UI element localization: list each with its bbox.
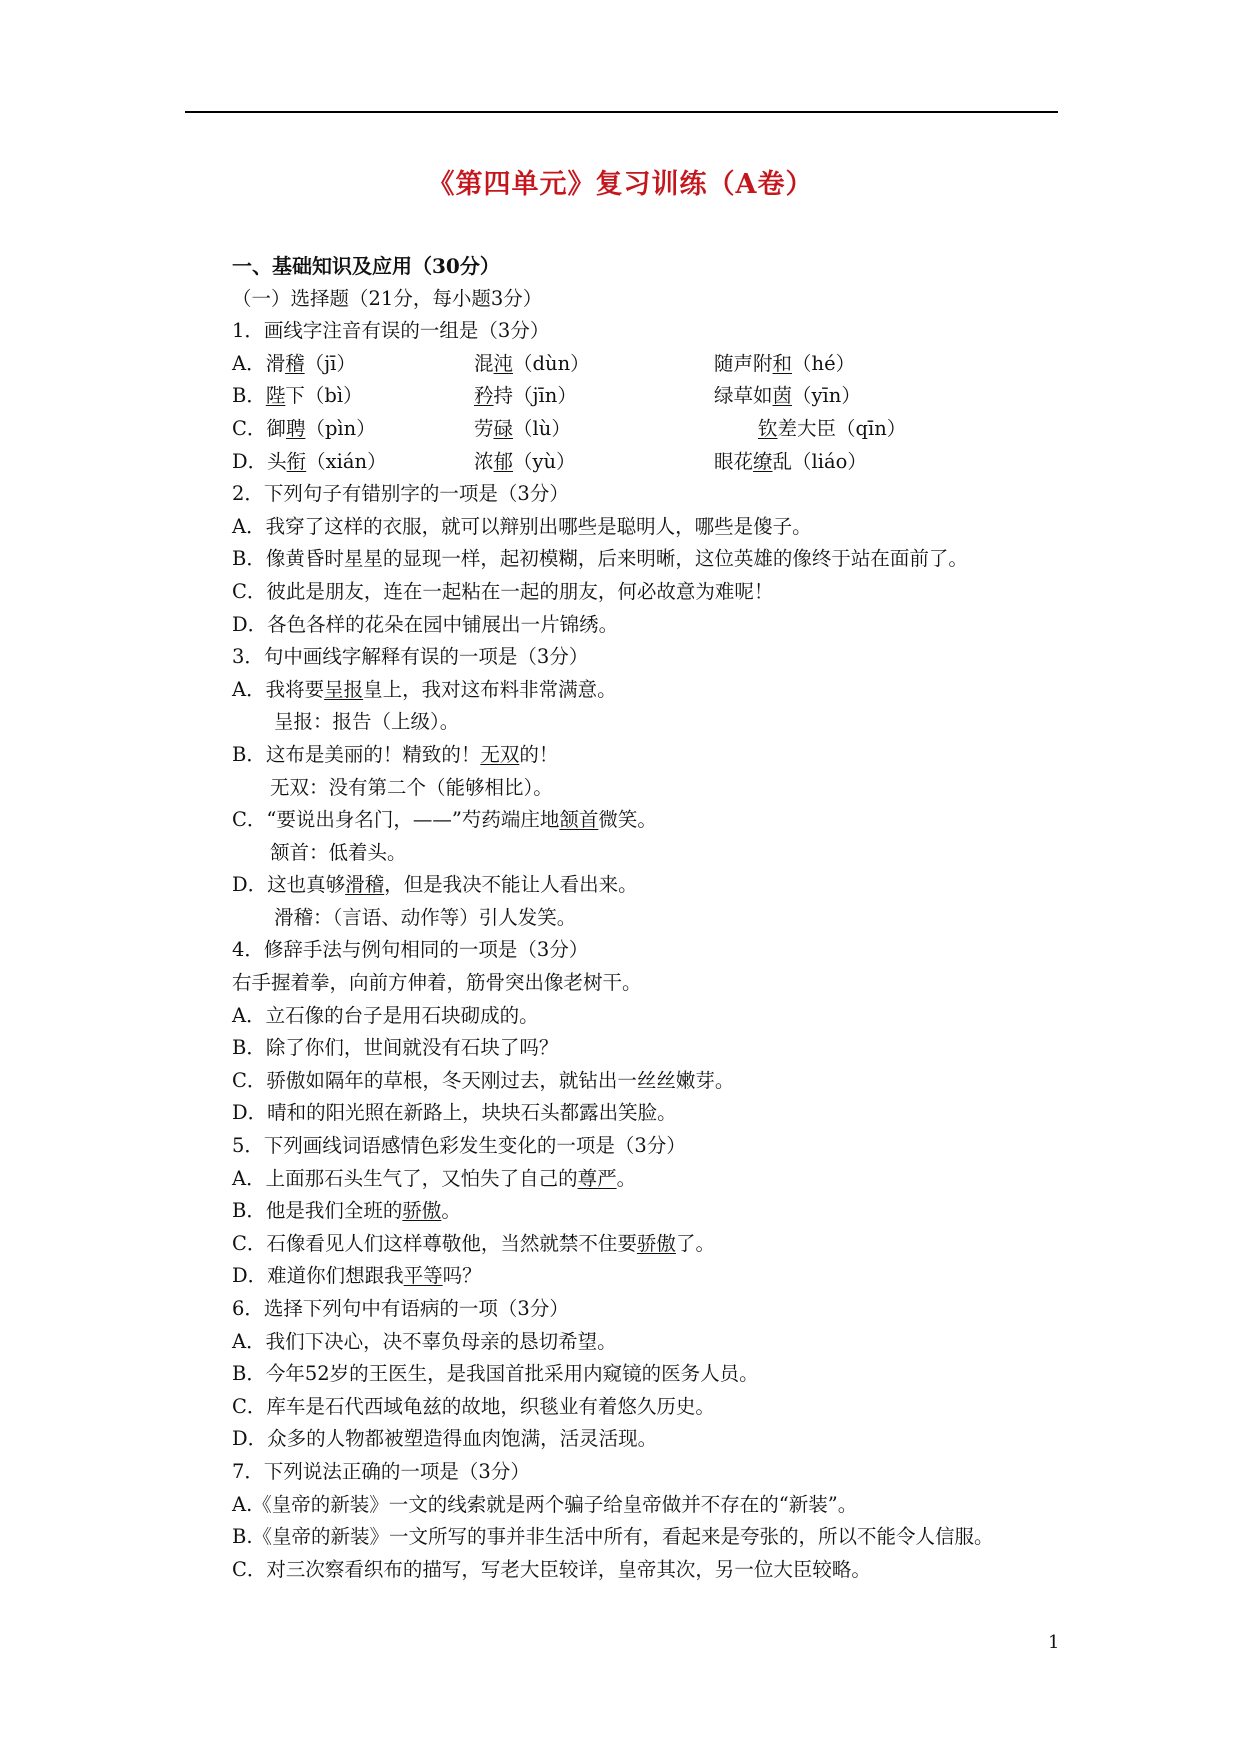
underlined-char: 郁: [493, 449, 514, 473]
underlined-char: 和: [772, 351, 793, 375]
option-col-2: 劳碌（lù）: [474, 416, 571, 440]
question-5-stem: 5．下列画线词语感情色彩发生变化的一项是（3分）: [232, 1134, 686, 1158]
question-1-option-d: [232, 446, 1092, 479]
option-col-1: B．陛下（bì）: [232, 384, 363, 408]
option-col-3: 绿草如茵（yīn）: [714, 384, 861, 408]
question-2-option-c: C．彼此是朋友，连在一起粘在一起的朋友，何必故意为难呢！: [232, 579, 774, 603]
question-4-option-b: B．除了你们，世间就没有石块了吗？: [232, 1036, 559, 1060]
header-rule: [185, 111, 1058, 113]
question-1-option-a: [232, 348, 1092, 381]
option-col-2: 矜持（jīn）: [474, 384, 577, 408]
document-body: [232, 250, 1092, 1586]
question-5-option-a: A．上面那石头生气了，又怕失了自己的尊严。: [232, 1166, 637, 1190]
question-7-option-b: B.《皇帝的新装》一文所写的事并非生活中所有，看起来是夸张的，所以不能令人信服。: [232, 1525, 994, 1549]
underlined-char: 稽: [285, 351, 305, 375]
question-4-option-c: C．骄傲如隔年的草根，冬天刚过去，就钻出一丝丝嫩芽。: [232, 1068, 735, 1092]
question-3-option-d: D．这也真够滑稽，但是我决不能让人看出来。: [232, 873, 638, 897]
option-col-1: A．滑稽（jī）: [232, 351, 356, 375]
question-3-option-c: C．“要说出身名门，——”芍药端庄地颔首微笑。: [232, 808, 657, 832]
question-6-option-b: B．今年52岁的王医生，是我国首批采用内窥镜的医务人员。: [232, 1362, 759, 1386]
underlined-word: 颔首: [559, 808, 599, 832]
question-3-explanation-d: 滑稽：（言语、动作等）引人发笑。: [274, 905, 577, 929]
question-2-option-a: A．我穿了这样的衣服，就可以辩别出哪些是聪明人，哪些是傻子。: [232, 514, 812, 538]
option-col-1: C．御聘（pìn）: [232, 416, 376, 440]
option-col-2: 浓郁（yù）: [474, 449, 576, 473]
option-col-3: 眼花缭乱（liáo）: [714, 449, 867, 473]
option-col-3: 随声附和（hé）: [714, 351, 856, 375]
underlined-word: 滑稽: [345, 873, 385, 897]
underlined-char: 茵: [772, 384, 793, 408]
underlined-char: 碌: [493, 416, 514, 440]
question-5-option-d: D．难道你们想跟我平等吗？: [232, 1264, 482, 1288]
question-1-option-b: [232, 380, 1092, 413]
option-col-1: D．头衔（xián）: [232, 449, 387, 473]
question-3-stem: 3．句中画线字解释有误的一项是（3分）: [232, 645, 589, 669]
question-4-option-d: D．晴和的阳光照在新路上，块块石头都露出笑脸。: [232, 1101, 677, 1125]
question-6-option-a: A．我们下决心，决不辜负母亲的恳切希望。: [232, 1329, 617, 1353]
underlined-char: 缭: [753, 449, 773, 473]
question-4-stem: 4．修辞手法与例句相同的一项是（3分）: [232, 938, 589, 962]
page-title: 《第四单元》复习训练（A卷）: [427, 169, 814, 200]
question-2-stem: 2．下列句子有错别字的一项是（3分）: [232, 482, 569, 506]
underlined-char: 沌: [493, 351, 514, 375]
underlined-char: 陛: [265, 384, 286, 408]
question-3-explanation-b: 无双：没有第二个（能够相比）。: [270, 775, 553, 799]
question-6-option-c: C．库车是石代西域龟兹的故地，织毯业有着悠久历史。: [232, 1394, 715, 1418]
option-col-2: 混沌（dùn）: [474, 351, 590, 375]
question-7-stem: 7．下列说法正确的一项是（3分）: [232, 1459, 530, 1483]
question-6-option-d: D．众多的人物都被塑造得血肉饱满，活灵活现。: [232, 1427, 658, 1451]
underlined-word: 尊严: [577, 1166, 617, 1190]
question-4-option-a: A．立石像的台子是用石块砌成的。: [232, 1003, 539, 1027]
section-heading: 一、基础知识及应用（30分）: [232, 254, 500, 278]
question-3-explanation-a: 呈报：报告（上级）。: [274, 710, 460, 734]
question-5-option-c: C．石像看见人们这样尊敬他，当然就禁不住要骄傲了。: [232, 1231, 715, 1255]
question-3-explanation-c: 颔首：低着头。: [270, 840, 407, 864]
page-number: 1: [1048, 1632, 1060, 1653]
underlined-word: 骄傲: [402, 1199, 442, 1223]
question-2-option-b: B．像黄昏时星星的显现一样，起初模糊，后来明晰，这位英雄的像终于站在面前了。: [232, 547, 968, 571]
question-1-options: [232, 348, 1092, 478]
underlined-word: 呈报: [324, 677, 364, 701]
underlined-char: 衔: [286, 449, 307, 473]
question-1-option-c: [232, 413, 1092, 446]
question-6-stem: 6．选择下列句中有语病的一项（3分）: [232, 1297, 569, 1320]
underlined-char: 钦: [758, 416, 778, 440]
underlined-word: 骄傲: [636, 1231, 676, 1255]
question-3-option-a: A．我将要呈报皇上，我对这布料非常满意。: [232, 677, 617, 701]
question-4-example: 右手握着拳，向前方伸着，筋骨突出像老树干。: [232, 971, 642, 995]
question-5-option-b: B．他是我们全班的骄傲。: [232, 1199, 461, 1223]
underlined-char: 矜: [474, 384, 494, 408]
option-col-3: 钦差大臣（qīn）: [758, 416, 907, 440]
underlined-word: 平等: [403, 1264, 443, 1288]
underlined-word: 无双: [480, 742, 520, 766]
question-1-stem: 1．画线字注音有误的一组是（3分）: [232, 319, 550, 343]
underlined-char: 聘: [285, 416, 306, 440]
subsection-heading: （一）选择题（21分，每小题3分）: [232, 286, 543, 310]
question-3-option-b: B．这布是美丽的！精致的！无双的！: [232, 742, 559, 766]
question-7-option-c: C．对三次察看织布的描写，写老大臣较详，皇帝其次，另一位大臣较略。: [232, 1557, 871, 1581]
question-2-option-d: D．各色各样的花朵在园中铺展出一片锦绣。: [232, 612, 619, 636]
question-7-option-a: A.《皇帝的新装》一文的线索就是两个骗子给皇帝做并不存在的“新装”。: [232, 1492, 858, 1516]
